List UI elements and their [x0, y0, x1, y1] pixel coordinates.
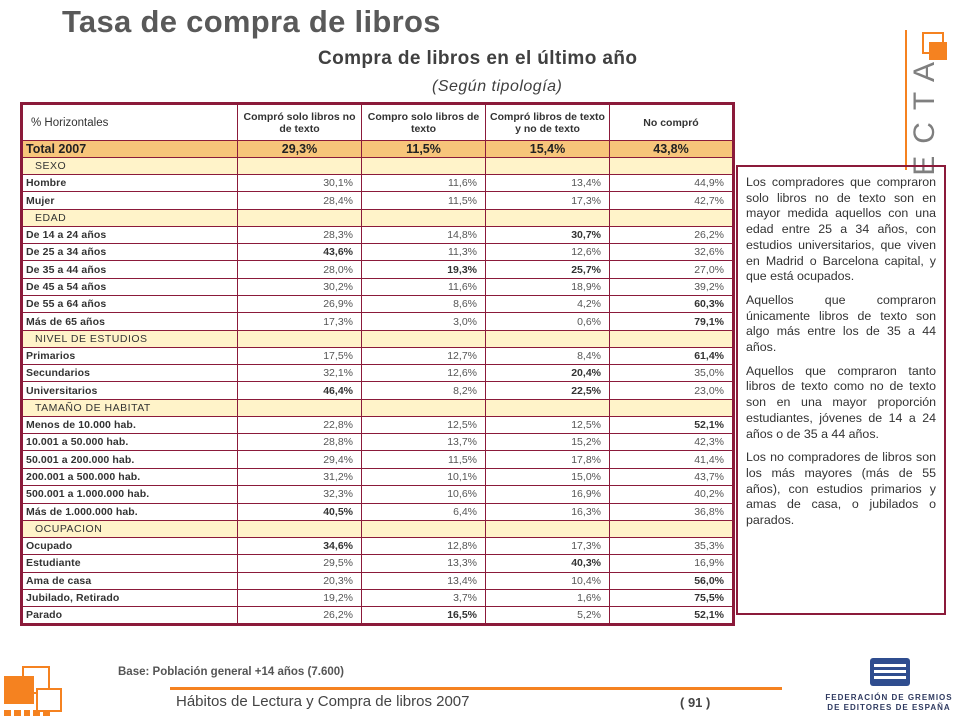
table-cell: 35,3%: [610, 537, 734, 554]
row-label: Mujer: [22, 192, 238, 209]
table-cell: 26,2%: [238, 607, 362, 624]
table-cell: 15,2%: [486, 434, 610, 451]
table-cell: 10,4%: [486, 572, 610, 589]
section-empty-cell: [238, 399, 362, 416]
column-header: Compró libros de texto y no de texto: [486, 104, 610, 141]
table-header-row: [22, 104, 734, 141]
table-cell: 52,1%: [610, 607, 734, 624]
row-label: De 55 a 64 años: [22, 296, 238, 313]
table-cell: 17,3%: [486, 192, 610, 209]
table-cell: 40,2%: [610, 486, 734, 503]
table-row: [22, 382, 734, 399]
section-row: [22, 520, 734, 537]
table-cell: 25,7%: [486, 261, 610, 278]
table-row: [22, 278, 734, 295]
section-label: SEXO: [22, 158, 238, 175]
chart-subtitle-typology: (Según tipología): [432, 78, 563, 95]
section-empty-cell: [610, 330, 734, 347]
row-label: De 45 a 54 años: [22, 278, 238, 295]
table-cell: 11,3%: [362, 244, 486, 261]
table-row: [22, 572, 734, 589]
table-cell: 3,7%: [362, 589, 486, 606]
table-cell: 28,0%: [238, 261, 362, 278]
table-cell: 60,3%: [610, 296, 734, 313]
section-row: [22, 399, 734, 416]
data-table: [20, 102, 735, 626]
table-cell: 28,3%: [238, 226, 362, 243]
table-cell: 16,3%: [486, 503, 610, 520]
federation-line: DE EDITORES DE ESPAÑA: [827, 703, 951, 712]
table-cell: 17,5%: [238, 347, 362, 364]
row-label: De 14 a 24 años: [22, 226, 238, 243]
section-empty-cell: [610, 520, 734, 537]
table-cell: 1,6%: [486, 589, 610, 606]
table-cell: 13,7%: [362, 434, 486, 451]
base-note: [118, 666, 344, 678]
table-cell: 56,0%: [610, 572, 734, 589]
table-cell: 12,5%: [486, 416, 610, 433]
table-cell: 16,9%: [486, 486, 610, 503]
table-cell: 32,6%: [610, 244, 734, 261]
table-cell: 27,0%: [610, 261, 734, 278]
section-label: OCUPACION: [22, 520, 238, 537]
row-label: 500.001 a 1.000.000 hab.: [22, 486, 238, 503]
federation-line: FEDERACIÓN DE GREMIOS: [825, 693, 953, 702]
total-value: 43,8%: [610, 141, 734, 158]
total-value: 15,4%: [486, 141, 610, 158]
table-cell: 12,8%: [362, 537, 486, 554]
section-label: NIVEL DE ESTUDIOS: [22, 330, 238, 347]
section-row: [22, 158, 734, 175]
table-row: [22, 192, 734, 209]
table-row: [22, 503, 734, 520]
column-header: Compró solo libros no de texto: [238, 104, 362, 141]
table-cell: 17,3%: [238, 313, 362, 330]
total-label: Total 2007: [22, 141, 238, 158]
table-cell: 30,7%: [486, 226, 610, 243]
table-cell: 8,6%: [362, 296, 486, 313]
table-cell: 41,4%: [610, 451, 734, 468]
table-row: [22, 451, 734, 468]
table-row: [22, 468, 734, 485]
section-row: [22, 209, 734, 226]
base-text: Población general +14 años (7.600): [152, 666, 344, 678]
table-row: [22, 434, 734, 451]
note-paragraph: Aquellos que compraron tanto libros de texto como no de texto son en una mayor proporción estudiantes, jóvenes de 14 a 24 años o de 35 a 44 años.: [746, 363, 936, 441]
row-label: Más de 1.000.000 hab.: [22, 503, 238, 520]
chart-subtitle: Compra de libros en el último año: [318, 48, 638, 69]
table-cell: 43,6%: [238, 244, 362, 261]
table-cell: 34,6%: [238, 537, 362, 554]
table-cell: 30,2%: [238, 278, 362, 295]
table-cell: 15,0%: [486, 468, 610, 485]
table-cell: 40,5%: [238, 503, 362, 520]
table-cell: 11,6%: [362, 175, 486, 192]
table-cell: 13,4%: [362, 572, 486, 589]
table-row: [22, 244, 734, 261]
row-label: De 25 a 34 años: [22, 244, 238, 261]
table-cell: 43,7%: [610, 468, 734, 485]
section-empty-cell: [610, 399, 734, 416]
section-label: EDAD: [22, 209, 238, 226]
row-label: Hombre: [22, 175, 238, 192]
table-cell: 19,2%: [238, 589, 362, 606]
section-empty-cell: [486, 158, 610, 175]
table-body: [22, 141, 734, 625]
row-label: Más de 65 años: [22, 313, 238, 330]
table-cell: 26,9%: [238, 296, 362, 313]
table-cell: 11,5%: [362, 451, 486, 468]
row-label: 50.001 a 200.000 hab.: [22, 451, 238, 468]
section-empty-cell: [362, 330, 486, 347]
table-row: [22, 226, 734, 243]
table-cell: 3,0%: [362, 313, 486, 330]
notes-box: [736, 165, 946, 615]
table-cell: 30,1%: [238, 175, 362, 192]
table-cell: 11,5%: [362, 192, 486, 209]
section-empty-cell: [238, 209, 362, 226]
note-paragraph: Aquellos que compraron únicamente libros de texto son algo más entre los de 35 a 44 años.: [746, 292, 936, 355]
table-cell: 13,3%: [362, 555, 486, 572]
table-cell: 29,4%: [238, 451, 362, 468]
table-cell: 16,5%: [362, 607, 486, 624]
table-cell: 20,3%: [238, 572, 362, 589]
table-cell: 8,2%: [362, 382, 486, 399]
table-cell: 6,4%: [362, 503, 486, 520]
section-empty-cell: [486, 209, 610, 226]
table-cell: 61,4%: [610, 347, 734, 364]
table-cell: 5,2%: [486, 607, 610, 624]
table-cell: 36,8%: [610, 503, 734, 520]
table-cell: 17,3%: [486, 537, 610, 554]
section-row: [22, 330, 734, 347]
table-row: [22, 555, 734, 572]
section-empty-cell: [486, 330, 610, 347]
table-cell: 32,3%: [238, 486, 362, 503]
table-row: [22, 416, 734, 433]
table-cell: 10,6%: [362, 486, 486, 503]
row-label: Jubilado, Retirado: [22, 589, 238, 606]
table-cell: 28,8%: [238, 434, 362, 451]
page-title: Tasa de compra de libros: [62, 4, 441, 39]
table-cell: 75,5%: [610, 589, 734, 606]
table-cell: 12,7%: [362, 347, 486, 364]
row-label: Primarios: [22, 347, 238, 364]
logo-square-outline-small: [36, 688, 62, 712]
table-cell: 0,6%: [486, 313, 610, 330]
table-cell: 10,1%: [362, 468, 486, 485]
table-cell: 28,4%: [238, 192, 362, 209]
table-cell: 44,9%: [610, 175, 734, 192]
row-label: Secundarios: [22, 365, 238, 382]
section-label: TAMAÑO DE HABITAT: [22, 399, 238, 416]
column-header: No compró: [610, 104, 734, 141]
row-label: Universitarios: [22, 382, 238, 399]
section-empty-cell: [238, 158, 362, 175]
brand-vertical-text: ECTA: [908, 50, 941, 176]
section-empty-cell: [486, 399, 610, 416]
data-table-wrapper: [20, 102, 732, 626]
table-row: [22, 261, 734, 278]
section-empty-cell: [238, 330, 362, 347]
table-cell: 20,4%: [486, 365, 610, 382]
row-label: Parado: [22, 607, 238, 624]
table-cell: 14,8%: [362, 226, 486, 243]
table-cell: 40,3%: [486, 555, 610, 572]
table-cell: 13,4%: [486, 175, 610, 192]
table-cell: 16,9%: [610, 555, 734, 572]
table-cell: 12,6%: [486, 244, 610, 261]
table-cell: 42,3%: [610, 434, 734, 451]
federation-logo-text: [818, 693, 960, 713]
footer-divider: [170, 687, 782, 690]
table-cell: 22,5%: [486, 382, 610, 399]
table-cell: 23,0%: [610, 382, 734, 399]
table-cell: 32,1%: [238, 365, 362, 382]
note-paragraph: Los no compradores de libros son los más mayores (más de 55 años), con estudios primarios y amas de casa, o jubilados o parados.: [746, 450, 936, 528]
table-cell: 19,3%: [362, 261, 486, 278]
table-row: [22, 175, 734, 192]
table-cell: 12,5%: [362, 416, 486, 433]
section-empty-cell: [362, 158, 486, 175]
section-empty-cell: [238, 520, 362, 537]
table-cell: 22,8%: [238, 416, 362, 433]
table-cell: 8,4%: [486, 347, 610, 364]
table-cell: 79,1%: [610, 313, 734, 330]
row-label: 10.001 a 50.000 hab.: [22, 434, 238, 451]
table-row: [22, 313, 734, 330]
table-cell: 39,2%: [610, 278, 734, 295]
table-cell: 29,5%: [238, 555, 362, 572]
brand-divider-line: [905, 30, 907, 170]
table-cell: 31,2%: [238, 468, 362, 485]
row-label: Ocupado: [22, 537, 238, 554]
section-empty-cell: [362, 520, 486, 537]
footer-title: Hábitos de Lectura y Compra de libros 2007: [176, 693, 470, 710]
table-cell: 11,6%: [362, 278, 486, 295]
table-cell: 17,8%: [486, 451, 610, 468]
section-empty-cell: [610, 209, 734, 226]
table-row: [22, 589, 734, 606]
table-cell: 18,9%: [486, 278, 610, 295]
note-paragraph: Los compradores que compraron solo libros no de texto son en mayor medida aquellos con una edad entre 25 a 34 años, con estudios universitarios, que viven en Madrid o Barcelona capital, y que está ocupados.: [746, 175, 936, 284]
table-cell: 42,7%: [610, 192, 734, 209]
base-label: Base:: [118, 666, 150, 678]
column-header: Compro solo libros de texto: [362, 104, 486, 141]
table-row: [22, 537, 734, 554]
total-row: [22, 141, 734, 158]
section-empty-cell: [362, 209, 486, 226]
table-cell: 52,1%: [610, 416, 734, 433]
table-cell: 35,0%: [610, 365, 734, 382]
section-empty-cell: [610, 158, 734, 175]
row-label: 200.001 a 500.000 hab.: [22, 468, 238, 485]
table-row: [22, 296, 734, 313]
section-empty-cell: [362, 399, 486, 416]
table-cell: 12,6%: [362, 365, 486, 382]
total-value: 11,5%: [362, 141, 486, 158]
row-label: Estudiante: [22, 555, 238, 572]
table-cell: 46,4%: [238, 382, 362, 399]
table-cell: 4,2%: [486, 296, 610, 313]
row-label: Menos de 10.000 hab.: [22, 416, 238, 433]
table-row: [22, 365, 734, 382]
row-label: Ama de casa: [22, 572, 238, 589]
table-row: [22, 607, 734, 624]
federation-logo-icon: [870, 658, 910, 686]
table-cell: 26,2%: [610, 226, 734, 243]
row-label: De 35 a 44 años: [22, 261, 238, 278]
page-number: ( 91 ): [680, 695, 711, 710]
table-row: [22, 347, 734, 364]
logo-dots: [4, 710, 50, 716]
total-value: 29,3%: [238, 141, 362, 158]
table-row: [22, 486, 734, 503]
column-header: % Horizontales: [22, 104, 238, 141]
section-empty-cell: [486, 520, 610, 537]
